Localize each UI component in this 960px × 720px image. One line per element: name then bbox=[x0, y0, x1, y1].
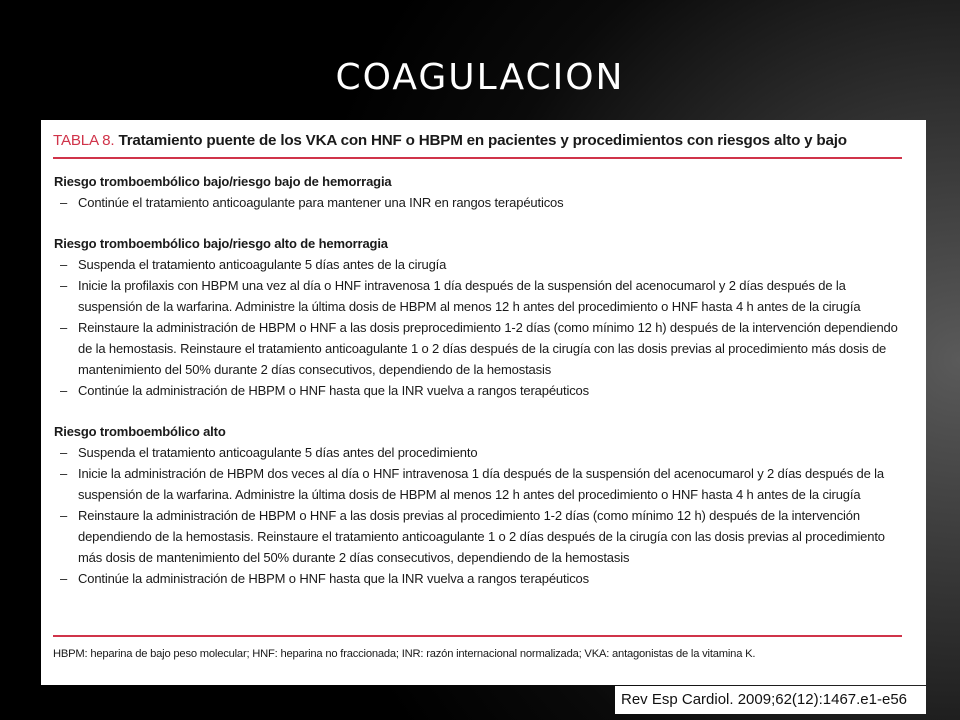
dash-bullet: – bbox=[60, 508, 68, 523]
list-item-text: Continúe la administración de HBPM o HNF hasta que la INR vuelva a rangos terapéuticos bbox=[78, 571, 589, 586]
table-title-text: Tratamiento puente de los VKA con HNF o HBPM en pacientes y procedimientos con riesgos alto y bajo bbox=[118, 132, 847, 149]
list-item bbox=[54, 505, 904, 568]
dash-bullet: – bbox=[60, 383, 68, 398]
list-item-text: Inicie la profilaxis con HBPM una vez al día o HNF intravenosa 1 día después de la suspensión del acenocumarol y 2 días después de la suspensión de la warfarina. Administre la última dosis de HBPM al menos 12 h antes del procedimiento o HNF hasta 4 h antes de la cirugía bbox=[78, 278, 861, 314]
list-item bbox=[54, 317, 904, 380]
list-item bbox=[54, 275, 904, 317]
dash-bullet: – bbox=[60, 571, 68, 586]
table-title bbox=[53, 132, 847, 149]
dash-bullet: – bbox=[60, 466, 68, 481]
list-item-text: Continúe el tratamiento anticoagulante para mantener una INR en rangos terapéuticos bbox=[78, 195, 564, 210]
dash-bullet: – bbox=[60, 320, 68, 335]
list-item bbox=[54, 380, 904, 401]
list-item bbox=[54, 442, 904, 463]
list-item bbox=[54, 568, 904, 589]
section-high-risk bbox=[54, 421, 904, 589]
section-heading: Riesgo tromboembólico bajo/riesgo bajo de hemorragia bbox=[54, 174, 392, 189]
table-sections bbox=[54, 171, 904, 609]
list-item-text: Continúe la administración de HBPM o HNF hasta que la INR vuelva a rangos terapéuticos bbox=[78, 383, 589, 398]
list-item bbox=[54, 254, 904, 275]
table-panel bbox=[41, 120, 926, 685]
dash-bullet: – bbox=[60, 257, 68, 272]
dash-bullet: – bbox=[60, 445, 68, 460]
table-number: TABLA 8. bbox=[53, 132, 115, 149]
dash-bullet: – bbox=[60, 195, 68, 210]
list-item-text: Reinstaure la administración de HBPM o HNF a las dosis preprocedimiento 1-2 días (como mínimo 12 h) después de la intervención dependiendo de la hemostasis. Reinstaure el tratamiento anticoagulante 1 o 2 días después de la cirugía con las dosis previas al procedimiento más dosis de mantenimiento del 50% durante 2 días consecutivos, dependiendo de la hemostasis bbox=[78, 320, 898, 377]
citation: Rev Esp Cardiol. 2009;62(12):1467.e1-e56 bbox=[615, 686, 926, 714]
section-low-risk-high-bleeding bbox=[54, 233, 904, 401]
slide-title: COAGULACION bbox=[335, 57, 625, 98]
list-item bbox=[54, 192, 904, 213]
section-heading: Riesgo tromboembólico bajo/riesgo alto de hemorragia bbox=[54, 236, 388, 251]
table-bottom-rule bbox=[53, 635, 902, 637]
list-item-text: Suspenda el tratamiento anticoagulante 5 días antes de la cirugía bbox=[78, 257, 447, 272]
table-top-rule bbox=[53, 157, 902, 159]
list-item bbox=[54, 463, 904, 505]
list-item-text: Reinstaure la administración de HBPM o HNF a las dosis previas al procedimiento 1-2 días (como mínimo 12 h) después de la intervención dependiendo de la hemostasis. Reinstaure el tratamiento anticoagulante 1 o 2 días después de la cirugía con las dosis previas al procedimiento más dosis de mantenimiento del 50% durante 2 días consecutivos, dependiendo de la hemostasis bbox=[78, 508, 885, 565]
list-item-text: Suspenda el tratamiento anticoagulante 5 días antes del procedimiento bbox=[78, 445, 478, 460]
table-footnote: HBPM: heparina de bajo peso molecular; HNF: heparina no fraccionada; INR: razón internacional normalizada; VKA: antagonistas de la vitamina K. bbox=[53, 648, 756, 660]
dash-bullet: – bbox=[60, 278, 68, 293]
section-low-risk-low-bleeding bbox=[54, 171, 904, 213]
list-item-text: Inicie la administración de HBPM dos veces al día o HNF intravenosa 1 día después de la suspensión del acenocumarol y 2 días después de la suspensión de la warfarina. Administre la última dosis de HBPM al menos 12 h antes del procedimiento o HNF hasta 4 h antes de la cirugía bbox=[78, 466, 884, 502]
section-heading: Riesgo tromboembólico alto bbox=[54, 424, 226, 439]
